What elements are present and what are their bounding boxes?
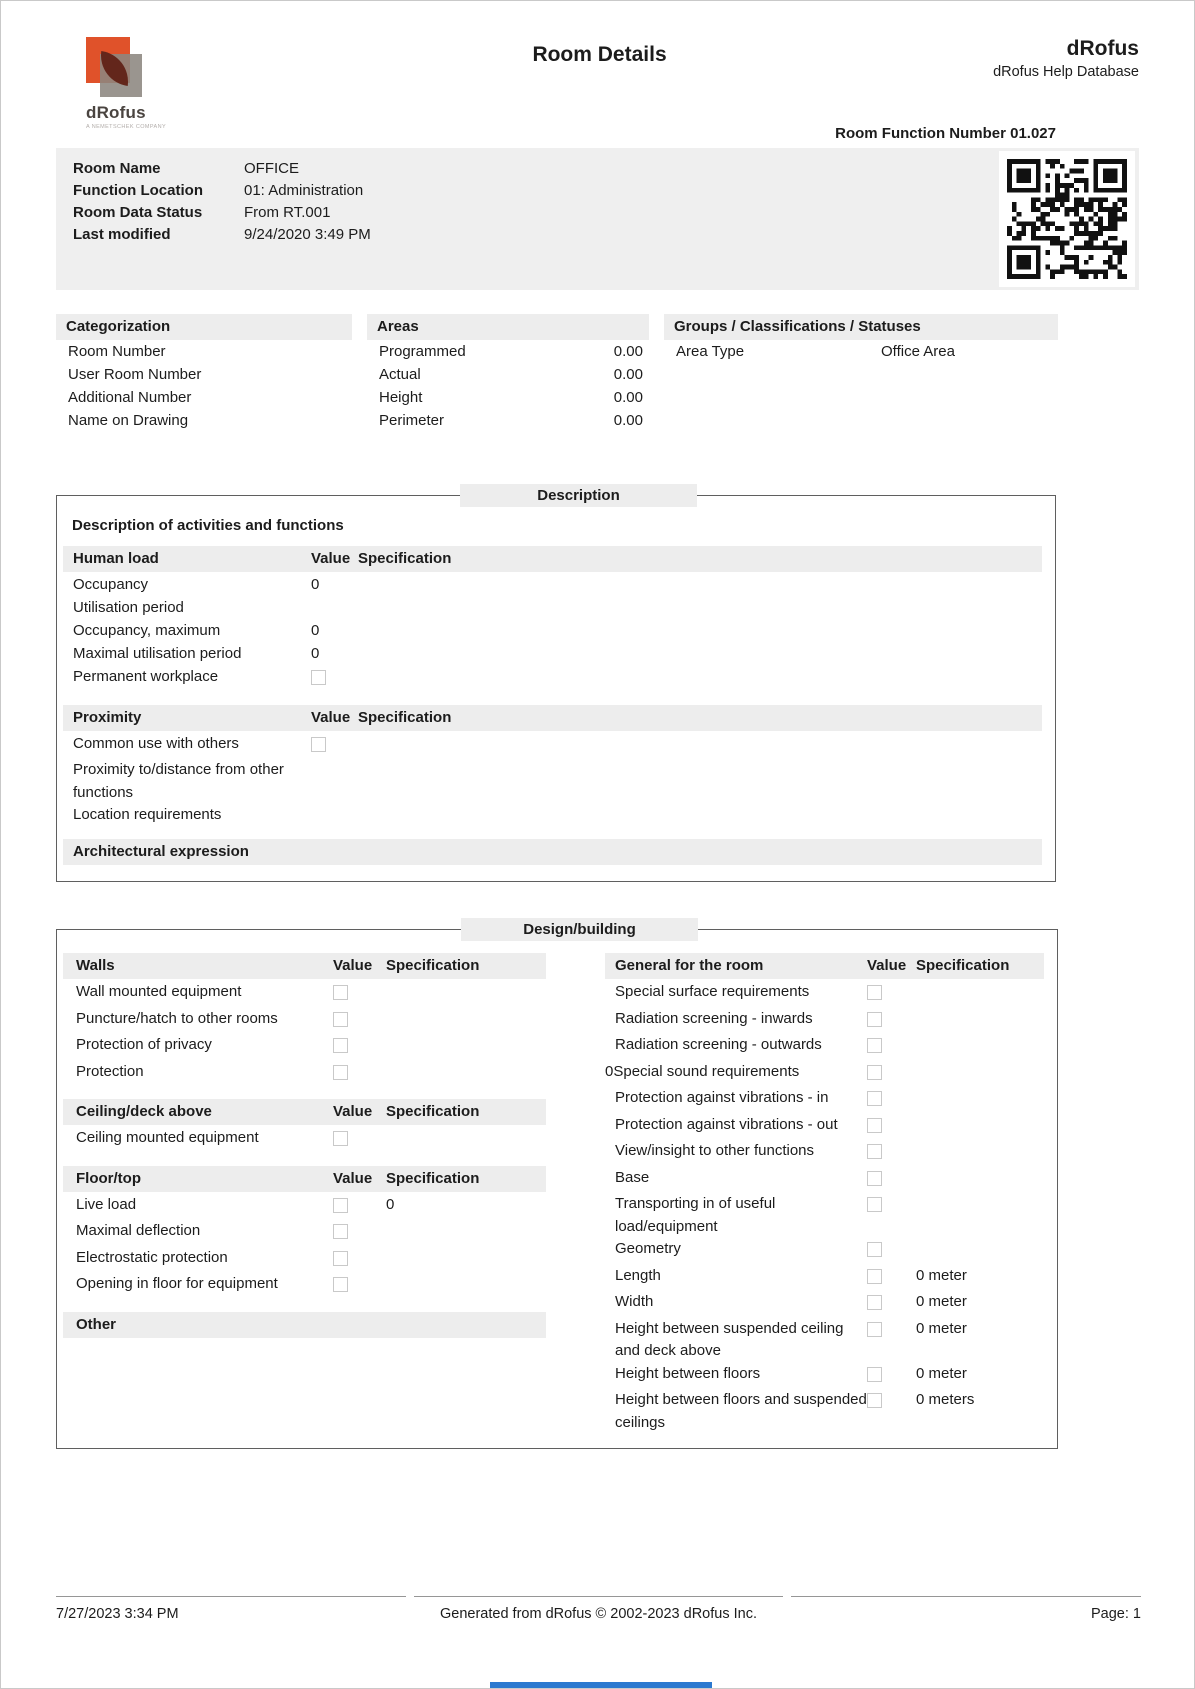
table-row — [605, 1265, 1044, 1292]
drofus-logo — [86, 37, 206, 130]
row-label: Radiation screening - outwards — [615, 1036, 822, 1053]
row-label: Maximal utilisation period — [73, 645, 242, 662]
table-header — [63, 1166, 546, 1192]
row-label: Occupancy, maximum — [73, 622, 221, 639]
row-value — [333, 1273, 386, 1300]
areas-section — [367, 314, 649, 432]
row-value — [867, 1291, 916, 1318]
column-value: Value — [333, 1169, 373, 1187]
row-label: Geometry — [615, 1240, 681, 1257]
row-value: 0 — [311, 622, 320, 639]
row-value — [867, 1061, 916, 1088]
checkbox — [333, 1065, 348, 1080]
info-row — [73, 180, 1139, 202]
room-function-number: Room Function Number 01.027 — [835, 125, 1056, 142]
categorization-section — [56, 314, 352, 432]
checkbox — [333, 1277, 348, 1292]
info-value: 01: Administration — [244, 182, 364, 199]
info-row — [73, 158, 1139, 180]
checkbox — [867, 985, 882, 1000]
row-label: View/insight to other functions — [615, 1142, 815, 1159]
table-header — [63, 1099, 546, 1125]
table-row — [605, 1291, 1044, 1318]
table-row — [605, 1087, 1044, 1114]
footer-timestamp: 7/27/2023 3:34 PM — [56, 1596, 406, 1622]
table-row — [63, 1220, 546, 1247]
table-row — [63, 1061, 546, 1088]
checkbox — [867, 1197, 882, 1212]
table-row — [63, 981, 546, 1008]
checkbox — [333, 1251, 348, 1266]
summary-columns — [56, 314, 1139, 432]
row-label: Puncture/hatch to other rooms — [76, 1009, 278, 1027]
row-value — [867, 1363, 916, 1390]
column-title: Other — [76, 1315, 117, 1333]
column-specification: Specification — [386, 1103, 480, 1120]
row-value — [867, 981, 916, 1008]
checkbox — [867, 1091, 882, 1106]
table-header — [63, 546, 1042, 572]
row-value — [867, 1167, 916, 1194]
row-label: Special surface requirements — [615, 983, 810, 1000]
checkbox — [867, 1118, 882, 1133]
table-row — [605, 1363, 1044, 1390]
info-value: From RT.001 — [244, 204, 331, 221]
row-value — [333, 1127, 386, 1154]
column-title: Proximity — [73, 708, 142, 726]
table-row — [605, 1193, 1044, 1238]
column-value: Value — [333, 957, 373, 974]
qr-code — [999, 151, 1135, 287]
row-value — [333, 1247, 386, 1274]
row-label: Additional Number — [68, 389, 192, 406]
row-label: Protection of privacy — [76, 1036, 212, 1053]
bottom-blue-strip — [490, 1682, 712, 1688]
room-info-box — [56, 148, 1139, 290]
row-label: Occupancy — [73, 576, 149, 593]
panel-legend: Design/building — [461, 918, 698, 941]
row-label: 0Special sound requirements — [605, 1062, 800, 1080]
checkbox — [867, 1367, 882, 1382]
row-value — [867, 1087, 916, 1114]
checkbox — [867, 1242, 882, 1257]
table-row — [63, 1008, 546, 1035]
row-label: Protection against vibrations - out — [615, 1115, 838, 1133]
row-label: Wall mounted equipment — [76, 983, 242, 1000]
row-value — [333, 1061, 386, 1088]
row-label: Radiation screening - inwards — [615, 1009, 813, 1027]
logo-tagline: A NEMETSCHEK COMPANY — [86, 124, 167, 130]
row-value: 0.00 — [613, 366, 643, 383]
row-label: Room Number — [68, 343, 166, 360]
info-label: Room Name — [73, 160, 161, 177]
info-row — [73, 202, 1139, 224]
row-spec: 0 — [386, 1195, 395, 1213]
table-row — [605, 1140, 1044, 1167]
area-row — [367, 409, 649, 432]
footer-copyright: Generated from dRofus © 2002-2023 dRofus Inc. — [414, 1596, 782, 1622]
area-row — [367, 340, 649, 363]
checkbox — [867, 1295, 882, 1310]
row-spec: 0 meter — [916, 1319, 967, 1337]
panel-heading: Description of activities and functions — [72, 517, 344, 534]
checkbox — [333, 1131, 348, 1146]
table-row — [63, 1194, 546, 1221]
column-value: Value — [311, 550, 351, 567]
group-row — [664, 340, 1058, 363]
row-spec: 0 meters — [916, 1391, 975, 1408]
row-label: Protection against vibrations - in — [615, 1089, 829, 1106]
row-label: Height — [379, 389, 423, 406]
column-specification: Specification — [386, 957, 480, 974]
table-header — [63, 839, 1042, 865]
info-row — [73, 224, 1139, 246]
row-label: Location requirements — [73, 806, 222, 823]
table-row — [605, 1008, 1044, 1035]
info-label: Last modified — [73, 226, 171, 243]
checkbox — [867, 1038, 882, 1053]
table-row — [605, 1061, 1044, 1088]
page-header — [1, 1, 1194, 130]
table-row — [63, 643, 1042, 666]
row-value — [867, 1140, 916, 1167]
table-row — [63, 1247, 546, 1274]
row-label: Perimeter — [379, 412, 445, 429]
table-row — [63, 1273, 546, 1300]
row-value — [867, 1114, 916, 1141]
table-row — [605, 1389, 1044, 1434]
checkbox — [867, 1065, 882, 1080]
page-footer — [56, 1596, 1141, 1622]
checkbox — [311, 670, 326, 685]
table-header — [605, 953, 1044, 979]
column-specification: Specification — [386, 1169, 480, 1187]
row-value — [867, 1318, 916, 1345]
row-label: Height between suspended ceiling and deck above — [615, 1319, 844, 1359]
row-value: 0 — [311, 645, 320, 662]
row-label: Transporting in of useful load/equipment — [615, 1195, 776, 1235]
design-building-panel — [56, 918, 1058, 1449]
table-row — [63, 620, 1042, 643]
column-specification: Specification — [358, 550, 452, 567]
row-value: 0.00 — [613, 343, 643, 360]
row-value — [311, 733, 358, 760]
column-value: Value — [311, 708, 351, 726]
row-label: Opening in floor for equipment — [76, 1275, 278, 1292]
row-value — [867, 1238, 916, 1265]
table-row — [63, 1034, 546, 1061]
checkbox — [867, 1322, 882, 1337]
groups-section — [664, 314, 1058, 432]
row-value — [333, 1220, 386, 1247]
logo-wordmark: dRofus — [86, 103, 146, 122]
checkbox — [333, 1012, 348, 1027]
table-row — [63, 733, 1042, 760]
row-value — [867, 1265, 916, 1292]
row-value: 0.00 — [613, 412, 643, 429]
table-header — [63, 1312, 546, 1338]
column-value: Value — [333, 1103, 373, 1120]
table-row — [605, 1318, 1044, 1363]
page-title: Room Details — [532, 43, 667, 66]
area-row — [367, 386, 649, 409]
table-row — [605, 1167, 1044, 1194]
row-label: Maximal deflection — [76, 1222, 201, 1239]
checkbox — [867, 1171, 882, 1186]
row-label: Length — [615, 1266, 661, 1284]
database-brand — [993, 37, 1139, 80]
row-value — [867, 1034, 916, 1061]
row-spec: 0 meter — [916, 1364, 967, 1382]
row-label: Height between floors — [615, 1364, 761, 1382]
section-header: Areas — [367, 314, 649, 340]
row-value — [333, 1034, 386, 1061]
table-row — [63, 759, 1042, 804]
column-title: Human load — [73, 550, 159, 567]
row-label: Proximity to/distance from other functions — [73, 761, 284, 801]
row-value: 0 — [311, 576, 320, 593]
info-label: Room Data Status — [73, 204, 203, 221]
table-row — [605, 981, 1044, 1008]
row-value — [311, 666, 358, 693]
checkbox — [867, 1144, 882, 1159]
brand-subtitle: dRofus Help Database — [993, 64, 1139, 80]
table-row — [605, 1034, 1044, 1061]
row-label: Live load — [76, 1195, 137, 1213]
description-panel — [56, 484, 1056, 882]
column-specification: Specification — [916, 957, 1010, 974]
column-title: Ceiling/deck above — [76, 1103, 212, 1120]
row-label: Permanent workplace — [73, 668, 219, 685]
table-header — [63, 705, 1042, 731]
panel-legend: Description — [460, 484, 697, 507]
column-title: General for the room — [615, 957, 764, 974]
row-label: Ceiling mounted equipment — [76, 1129, 259, 1146]
section-header: Groups / Classifications / Statuses — [664, 314, 1058, 340]
column-title: Floor/top — [76, 1169, 141, 1187]
table-row — [63, 666, 1042, 693]
checkbox — [867, 1393, 882, 1408]
section-header: Categorization — [56, 314, 352, 340]
column-specification: Specification — [358, 708, 452, 726]
area-row — [367, 363, 649, 386]
column-title: Walls — [76, 957, 115, 974]
row-value — [333, 1194, 386, 1221]
checkbox — [333, 1224, 348, 1239]
row-value — [867, 1389, 916, 1416]
row-value: Office Area — [881, 343, 955, 360]
row-spec: 0 meter — [916, 1266, 967, 1284]
row-label: Base — [615, 1168, 650, 1186]
brand-name: dRofus — [1066, 37, 1139, 60]
row-label: Programmed — [379, 343, 466, 360]
row-label: Area Type — [676, 343, 745, 360]
row-value — [333, 981, 386, 1008]
table-row — [605, 1238, 1044, 1265]
table-row — [63, 597, 1042, 620]
row-value — [867, 1193, 916, 1220]
row-label: Width — [615, 1293, 654, 1310]
info-label: Function Location — [73, 182, 203, 199]
design-left-column — [63, 941, 546, 1434]
table-row — [63, 1127, 546, 1154]
info-value: 9/24/2020 3:49 PM — [244, 226, 371, 243]
column-value: Value — [867, 957, 907, 974]
table-row — [605, 1114, 1044, 1141]
row-label: Common use with others — [73, 734, 239, 752]
table-row — [63, 574, 1042, 597]
info-value: OFFICE — [244, 160, 299, 177]
row-spec: 0 meter — [916, 1293, 967, 1310]
checkbox — [867, 1269, 882, 1284]
checkbox — [333, 985, 348, 1000]
row-label: User Room Number — [68, 366, 202, 383]
table-header — [63, 953, 546, 979]
row-label: Utilisation period — [73, 599, 184, 616]
drofus-logo-icon — [86, 37, 146, 99]
row-label: Electrostatic protection — [76, 1248, 228, 1266]
checkbox — [311, 737, 326, 752]
row-label: Name on Drawing — [68, 412, 189, 429]
footer-page-number: Page: 1 — [791, 1596, 1142, 1622]
design-right-column — [605, 941, 1044, 1434]
table-row — [63, 804, 1042, 827]
column-title: Architectural expression — [73, 843, 249, 860]
row-value — [867, 1008, 916, 1035]
checkbox — [867, 1012, 882, 1027]
row-value: 0.00 — [613, 389, 643, 406]
checkbox — [333, 1038, 348, 1053]
row-label: Protection — [76, 1062, 144, 1080]
checkbox — [333, 1198, 348, 1213]
row-label: Actual — [379, 366, 421, 383]
row-label: Height between floors and suspended ceilings — [615, 1391, 867, 1431]
row-value — [333, 1008, 386, 1035]
